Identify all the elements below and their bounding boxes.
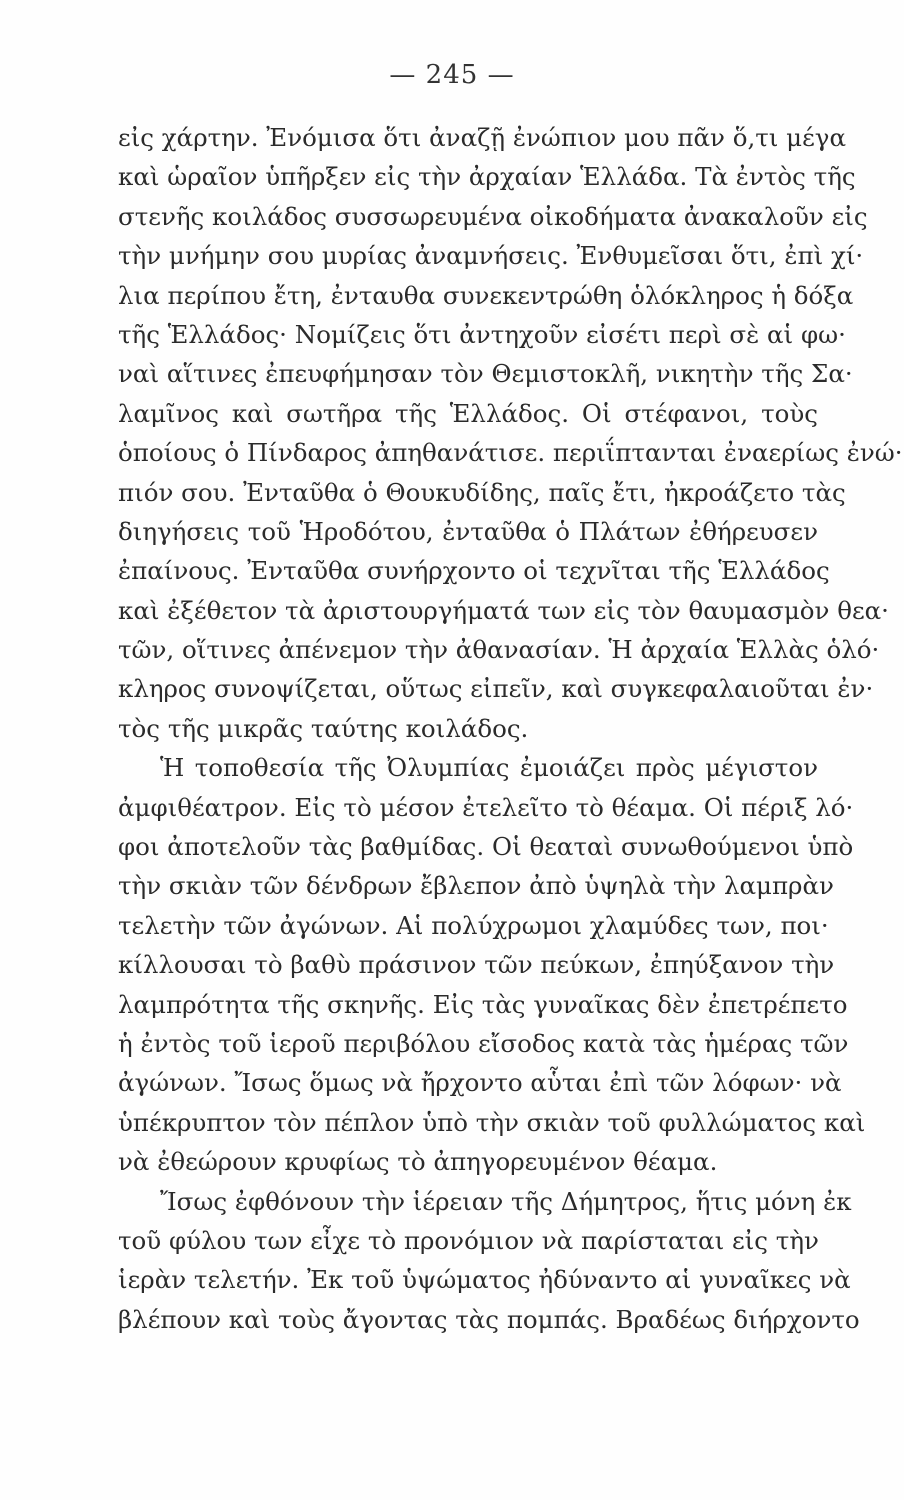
text-line: ναὶ αἵτινες ἐπευφήμησαν τὸν Θεμιστοκλῆ, νικητὴν τῆς Σα· — [118, 359, 853, 389]
text-line: ἡ ἐντὸς τοῦ ἱεροῦ περιβόλου εἴσοδος κατὰ τὰς ἡμέρας τῶν — [118, 1028, 849, 1058]
paragraph-end-line: νὰ ἐθεώρουν κρυφίως τὸ ἀπηγορευμένον θέαμα. — [118, 1147, 718, 1177]
text-line: κίλλουσαι τὸ βαθὺ πράσινον τῶν πεύκων, ἐπηύξανον τὴν — [118, 950, 835, 980]
text-line: στενῆς κοιλάδος συσσωρευμένα οἰκοδήματα ἀνακαλοῦν εἰς — [118, 201, 868, 231]
paragraph-start-line: Ἡ τοποθεσία τῆς Ὀλυμπίας ἐμοιάζει πρὸς μέγιστον — [160, 753, 818, 783]
text-line: λια περίπου ἔτη, ἐνταυθα συνεκεντρώθη ὁλόκληρος ἡ δόξα — [118, 280, 854, 310]
text-line: τὴν μνήμην σου μυρίας ἀναμνήσεις. Ἐνθυμεῖσαι ὅτι, ἐπὶ χί· — [118, 241, 864, 271]
body-text — [118, 118, 903, 1339]
paragraph-start-line: Ἴσως ἐφθόνουν τὴν ἱέρειαν τῆς Δήμητρος, ἥτις μόνη ἐκ — [160, 1186, 852, 1216]
text-line: ἀμφιθέατρον. Εἰς τὸ μέσον ἐτελεῖτο τὸ θέαμα. Οἱ πέριξ λό· — [118, 792, 854, 822]
text-line: φοι ἀποτελοῦν τὰς βαθμίδας. Οἱ θεαταὶ συνωθούμενοι ὑπὸ — [118, 832, 854, 862]
paragraph-end-line: τὸς τῆς μικρᾶς ταύτης κοιλάδος. — [118, 713, 529, 743]
text-line: βλέπουν καὶ τοὺς ἄγοντας τὰς πομπάς. Βραδέως διήρχοντο — [118, 1304, 860, 1334]
text-line: ἐπαίνους. Ἐνταῦθα συνήρχοντο οἱ τεχνῖται τῆς Ἑλλάδος — [118, 556, 830, 586]
text-line: τῶν, οἵτινες ἀπένεμον τὴν ἀθανασίαν. Ἡ ἀρχαία Ἑλλὰς ὁλό· — [118, 635, 880, 665]
text-line: πιόν σου. Ἐνταῦθα ὁ Θουκυδίδης, παῖς ἔτι, ἠκροάζετο τὰς — [118, 477, 846, 507]
text-line: διηγήσεις τοῦ Ἡροδότου, ἐνταῦθα ὁ Πλάτων ἐθήρευσεν — [118, 516, 818, 546]
text-line: εἰς χάρτην. Ἐνόμισα ὅτι ἀναζῇ ἐνώπιον μου πᾶν ὅ,τι μέγα — [118, 123, 846, 152]
text-line: καὶ ἐξέθετον τὰ ἀριστουργήματά των εἰς τὸν θαυμασμὸν θεα· — [118, 595, 889, 625]
text-line: τῆς Ἑλλάδος· Νομίζεις ὅτι ἀντηχοῦν εἰσέτι περὶ σὲ αἱ φω· — [118, 319, 846, 349]
text-line: ἀγώνων. Ἴσως ὅμως νὰ ἤρχοντο αὗται ἐπὶ τῶν λόφων· νὰ — [118, 1068, 842, 1098]
text-line: καὶ ὡραῖον ὑπῆρξεν εἰς τὴν ἀρχαίαν Ἑλλάδα. Τὰ ἐντὸς τῆς — [118, 162, 856, 192]
text-line: ἱερὰν τελετήν. Ἐκ τοῦ ὑψώματος ἠδύναντο αἱ γυναῖκες νὰ — [118, 1265, 851, 1295]
text-line: λαμῖνος καὶ σωτῆρα τῆς Ἑλλάδος. Οἱ στέφανοι, τοὺς — [118, 398, 818, 428]
text-line: λαμπρότητα τῆς σκηνῆς. Εἰς τὰς γυναῖκας δὲν ἐπετρέπετο — [118, 989, 848, 1019]
text-line: τὴν σκιὰν τῶν δένδρων ἔβλεπον ἀπὸ ὑψηλὰ τὴν λαμπρὰν — [118, 871, 834, 901]
text-line: τοῦ φύλου των εἶχε τὸ προνόμιον νὰ παρίσταται εἰς τὴν — [118, 1225, 819, 1255]
text-line: ὑπέκρυπτον τὸν πέπλον ὑπὸ τὴν σκιὰν τοῦ φυλλώματος καὶ — [118, 1107, 866, 1137]
text-line: ὁποίους ὁ Πίνδαρος ἀπηθανάτισε. περιΐπτανται ἐναερίως ἐνώ· — [118, 438, 903, 468]
text-line: τελετὴν τῶν ἀγώνων. Αἱ πολύχρωμοι χλαμύδες των, ποι· — [118, 910, 829, 940]
text-line: κληρος συνοψίζεται, οὕτως εἰπεῖν, καὶ συγκεφαλαιοῦται ἐν· — [118, 674, 874, 704]
page-number: — 245 — — [389, 60, 515, 90]
